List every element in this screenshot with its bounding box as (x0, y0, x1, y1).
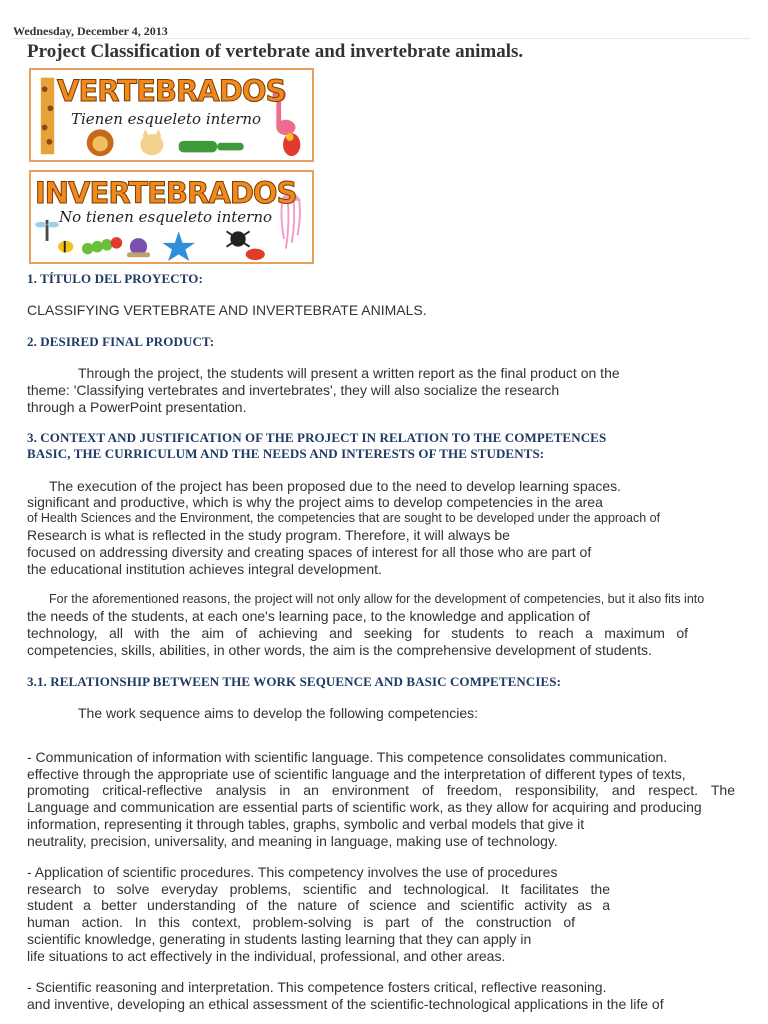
work-sequence-intro: The work sequence aims to develop the following competencies: (78, 705, 478, 721)
section-2-heading: 2. DESIRED FINAL PRODUCT: (27, 334, 215, 349)
spider-icon (227, 231, 250, 246)
caterpillar-icon (82, 237, 122, 254)
section-3-1-heading: 3.1. RELATIONSHIP BETWEEN THE WORK SEQUENCE AND BASIC COMPETENCIES: (27, 674, 562, 689)
bee-icon (58, 241, 73, 252)
context-paragraph-2-line-2: the needs of the students, at each one's learning pace, to the knowledge and application of (27, 608, 591, 624)
final-product-line-1: Through the project, the students will present a written report as the final product on the (78, 365, 620, 381)
section-1-heading: 1. TÍTULO DEL PROYECTO: (27, 271, 203, 286)
context-paragraph-2-line-1: For the aforementioned reasons, the project will not only allow for the development of competencies, but it also fits into (49, 592, 705, 606)
context-paragraph-1-line-5: focused on addressing diversity and creating spaces of interest for all those who are part of (27, 544, 592, 560)
post-date: Wednesday, December 4, 2013 (13, 24, 168, 38)
snail-icon (127, 238, 150, 257)
lion-icon (87, 129, 114, 156)
final-product-line-3: through a PowerPoint presentation. (27, 399, 247, 415)
section-3-heading-line-1: 3. CONTEXT AND JUSTIFICATION OF THE PROJECT IN RELATION TO THE COMPETENCES (27, 430, 607, 445)
invertebrates-title: INVERTEBRADOS (35, 176, 297, 210)
competency-1-line-5: information, representing it through tables, graphs, symbolic and verbal models that give it (27, 816, 585, 832)
competency-2-line-1: - Application of scientific procedures. This competency involves the use of procedures (27, 864, 558, 880)
dragonfly-icon (35, 220, 59, 241)
crocodile-icon (179, 141, 244, 152)
competency-1-line-2: effective through the appropriate use of scientific language and the interpretation of different types of texts, (27, 766, 686, 782)
date-divider (12, 38, 750, 39)
competency-1-line-6: neutrality, precision, universality, and meaning in language, making use of technology. (27, 833, 558, 849)
competency-2-line-2: research to solve everyday problems, scientific and technological. It facilitates the (27, 881, 610, 897)
competency-2-line-5: scientific knowledge, generating in students lasting learning that they can apply in (27, 931, 532, 947)
competency-3-line-2: and inventive, developing an ethical assessment of the scientific-technological applications in the life of (27, 996, 664, 1012)
competency-3-line-1: - Scientific reasoning and interpretation. This competence fosters critical, reflective reasoning. (27, 979, 607, 995)
crab-icon (246, 249, 265, 260)
competency-1-line-3: promoting critical-reflective analysis in an environment of freedom, responsibility, and respect. The (27, 782, 735, 798)
competency-1-line-1: - Communication of information with scientific language. This competence consolidates communication. (27, 749, 668, 765)
invertebrates-banner-image (29, 170, 314, 264)
context-paragraph-2-line-3: technology, all with the aim of achieving and seeking for students to reach a maximum of (27, 625, 688, 641)
post-title[interactable]: Project Classification of vertebrate and invertebrate animals. (27, 41, 524, 62)
giraffe-icon (41, 78, 54, 155)
final-product-line-2: theme: 'Classifying vertebrates and invertebrates', they will also socialize the research (27, 382, 560, 398)
context-paragraph-1-line-6: the educational institution achieves integral development. (27, 561, 382, 577)
cat-icon (140, 129, 163, 155)
vertebrates-title: VERTEBRADOS (57, 74, 286, 108)
competency-1-line-4: Language and communication are essential parts of scientific work, as they allow for acquiring and producing (27, 799, 702, 815)
context-paragraph-1-line-4: Research is what is reflected in the study program. Therefore, it will always be (27, 527, 510, 543)
vertebrates-banner-image (29, 68, 314, 162)
competency-2-line-3: student a better understanding of the nature of science and scientific activity as a (27, 897, 610, 913)
starfish-icon (162, 231, 195, 261)
context-paragraph-2-line-4: competencies, skills, abilities, in other words, the aim is the comprehensive development of students. (27, 642, 652, 658)
parrot-icon (283, 133, 300, 156)
competency-2-line-6: life situations to act effectively in the individual, professional, and other areas. (27, 948, 506, 964)
vertebrates-subtitle: Tienen esqueleto interno (71, 110, 262, 128)
context-paragraph-1-line-2: significant and productive, which is why the project aims to develop competencies in the area (27, 494, 603, 510)
competency-2-line-4: human action. In this context, problem-solving is part of the construction of (27, 914, 575, 930)
project-title-text: CLASSIFYING VERTEBRATE AND INVERTEBRATE ANIMALS. (27, 302, 427, 318)
context-paragraph-1-line-3: of Health Sciences and the Environment, the competencies that are sought to be developed under the approach of (27, 511, 661, 525)
invertebrates-subtitle: No tienen esqueleto interno (59, 208, 273, 226)
section-3-heading-line-2: BASIC, THE CURRICULUM AND THE NEEDS AND INTERESTS OF THE STUDENTS: (27, 446, 545, 461)
context-paragraph-1-line-1: The execution of the project has been proposed due to the need to develop learning spaces. (49, 478, 622, 494)
